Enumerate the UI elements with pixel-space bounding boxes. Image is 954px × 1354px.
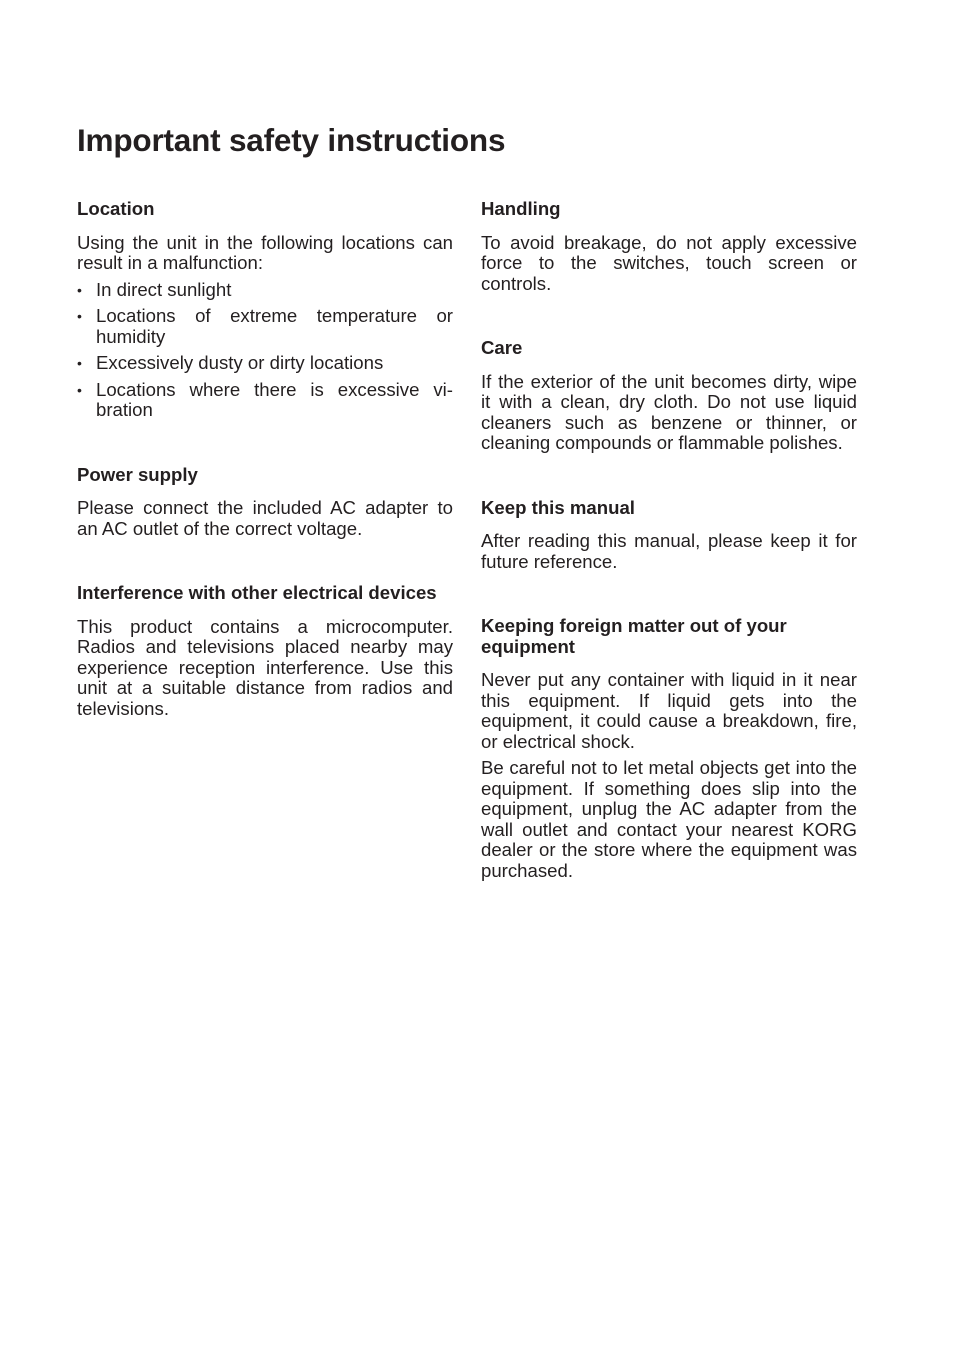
list-item <box>77 306 453 347</box>
section-heading-handling: Handling <box>481 198 561 219</box>
section-power-supply <box>77 465 453 540</box>
left-column <box>77 199 453 763</box>
section-interference <box>77 583 453 719</box>
list-item <box>77 380 453 421</box>
keep-manual-text: After reading this manual, please keep it for future reference. <box>481 530 857 572</box>
bullet-icon: • <box>77 281 82 298</box>
list-item <box>77 353 453 374</box>
power-supply-text: Please connect the included AC adapter to an AC outlet of the correct voltage. <box>77 497 453 539</box>
section-heading-location: Location <box>77 198 155 219</box>
list-item-text: Locations of extreme temperature or humidity <box>96 305 453 347</box>
section-care <box>481 338 857 454</box>
right-column <box>481 199 857 925</box>
care-text: If the exterior of the unit becomes dirty, wipe it with a clean, dry cloth. Do not use liquid cleaners such as benzene or thinner, or cleaning compounds or flammable polishes. <box>481 370 857 453</box>
section-heading-interference: Interference with other electrical devices <box>77 582 437 603</box>
section-heading-care: Care <box>481 337 523 358</box>
location-bullet-list <box>77 280 453 421</box>
list-item-text: Excessively dusty or dirty locations <box>96 352 384 373</box>
bullet-icon: • <box>77 355 82 371</box>
foreign-matter-text-1: Never put any container with liquid in it near this equipment. If liquid gets into the equipment, it could cause a breakdown, fire, or electrical shock. <box>481 669 857 752</box>
section-heading-keep-manual: Keep this manual <box>481 496 635 518</box>
section-location <box>77 199 453 421</box>
list-item-text: In direct sunlight <box>96 278 232 300</box>
list-item <box>77 280 453 301</box>
bullet-icon: • <box>77 381 82 398</box>
section-keep-manual <box>481 498 857 573</box>
handling-text: To avoid breakage, do not apply excessive force to the switches, touch screen or controls. <box>481 231 857 294</box>
section-heading-power-supply: Power supply <box>77 463 198 485</box>
section-handling <box>481 199 857 294</box>
foreign-matter-text-2: Be careful not to let metal objects get into the equipment. If something does slip into the equipment, unplug the AC adapter from the wall outlet and contact your nearest KORG dealer or the store where the equipment was purchased. <box>481 757 857 881</box>
section-heading-foreign-matter: Keeping foreign matter out of your equipment <box>481 615 787 657</box>
location-intro: Using the unit in the following locations can result in a malfunction: <box>77 231 453 273</box>
page-title: Important safety instructions <box>77 122 506 158</box>
interference-text: This product contains a microcomputer. Radios and televisions placed nearby may experience reception interference. Use this unit at a suitable distance from radios and televisions. <box>77 615 453 719</box>
list-item-text: Locations where there is excessive vibration <box>96 378 453 420</box>
bullet-icon: • <box>77 308 82 324</box>
section-foreign-matter <box>481 616 857 881</box>
